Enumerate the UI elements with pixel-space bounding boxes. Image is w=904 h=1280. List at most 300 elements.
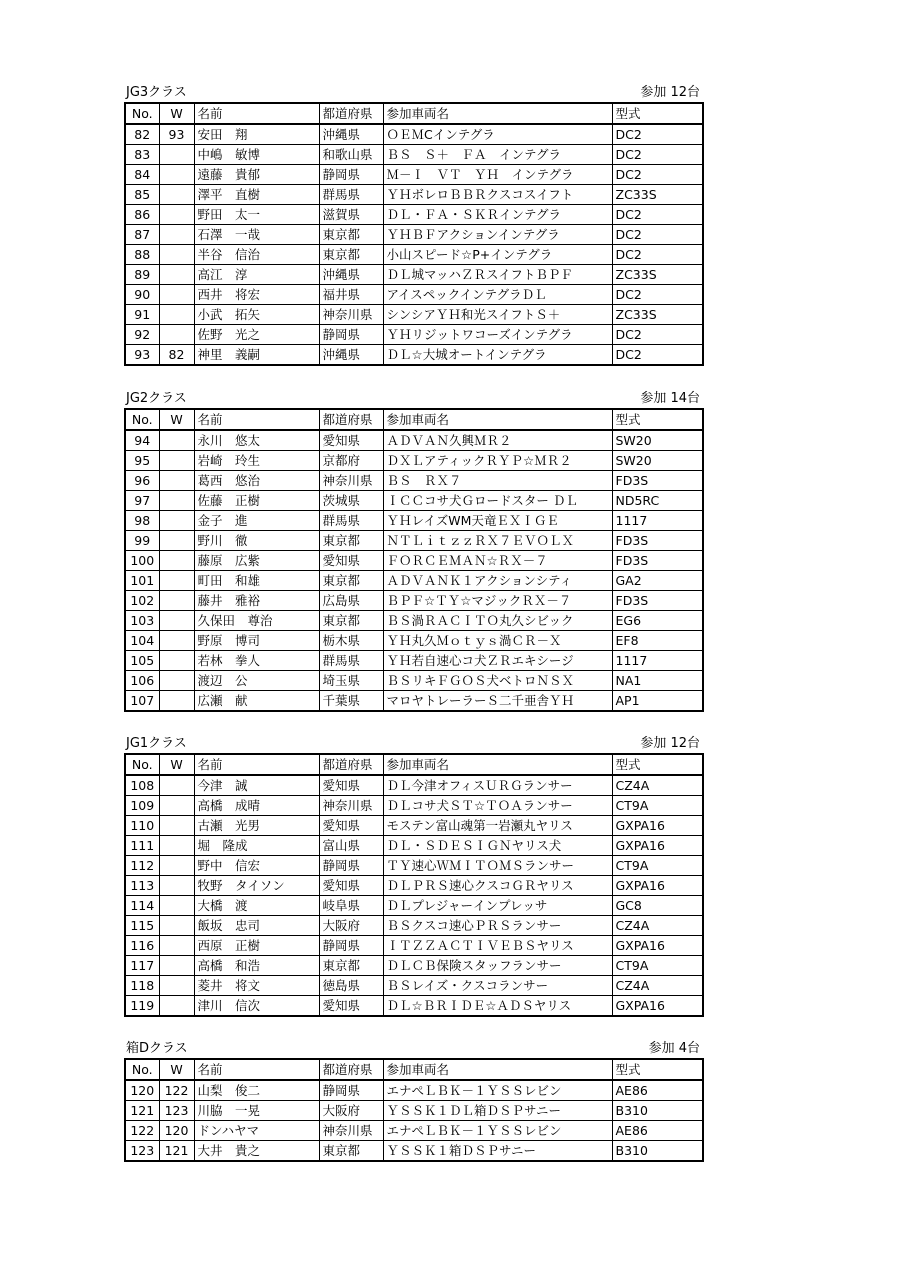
cell-w	[159, 185, 194, 205]
table-row	[125, 430, 703, 451]
entry-count: 参加 12台	[640, 736, 700, 751]
cell-name: 堀 隆成	[194, 836, 319, 856]
cell-w	[159, 836, 194, 856]
cell-pref: 滋賀県	[319, 205, 383, 225]
table-row	[125, 165, 703, 185]
cell-name: 飯坂 忠司	[194, 916, 319, 936]
cell-car: ＤＬ・ＦＡ・ＳＫＲインテグラ	[383, 205, 612, 225]
cell-car: ＯＥＭCインテグラ	[383, 124, 612, 145]
cell-car: ＤＬプレジャーインプレッサ	[383, 896, 612, 916]
cell-no: 91	[125, 305, 159, 325]
cell-no: 112	[125, 856, 159, 876]
cell-car: エナぺＬＢＫ－１ＹＳＳレビン	[383, 1080, 612, 1101]
table-row	[125, 145, 703, 165]
column-header-name: 名前	[194, 103, 319, 124]
cell-w	[159, 491, 194, 511]
table-row	[125, 996, 703, 1017]
column-header-pref: 都道府県	[319, 103, 383, 124]
cell-car: モステン富山魂第一岩瀬丸ヤリス	[383, 816, 612, 836]
cell-type: GC8	[612, 896, 703, 916]
cell-no: 83	[125, 145, 159, 165]
cell-w	[159, 876, 194, 896]
cell-no: 88	[125, 245, 159, 265]
entry-table	[124, 408, 704, 712]
cell-w	[159, 430, 194, 451]
cell-w	[159, 591, 194, 611]
table-row	[125, 325, 703, 345]
cell-type: NA1	[612, 671, 703, 691]
entry-table	[124, 753, 704, 1017]
cell-type: FD3S	[612, 551, 703, 571]
column-header-type: 型式	[612, 103, 703, 124]
cell-car: Ｍ－Ｉ ＶＴ ＹＨ インテグラ	[383, 165, 612, 185]
column-header-w: W	[159, 103, 194, 124]
class-title: JG3クラス	[126, 85, 187, 100]
cell-pref: 神奈川県	[319, 471, 383, 491]
column-header-no: No.	[125, 103, 159, 124]
cell-no: 106	[125, 671, 159, 691]
column-header-w: W	[159, 754, 194, 775]
cell-name: 今津 誠	[194, 775, 319, 796]
cell-name: 佐野 光之	[194, 325, 319, 345]
entry-table	[124, 102, 704, 366]
column-header-pref: 都道府県	[319, 409, 383, 430]
cell-name: 野原 博司	[194, 631, 319, 651]
cell-pref: 沖縄県	[319, 345, 383, 366]
cell-name: 野中 信宏	[194, 856, 319, 876]
cell-name: 藤井 雅裕	[194, 591, 319, 611]
cell-name: 神里 義嗣	[194, 345, 319, 366]
cell-car: ＢＳ Ｓ＋ ＦＡ インテグラ	[383, 145, 612, 165]
table-row	[125, 265, 703, 285]
table-row	[125, 916, 703, 936]
table-row	[125, 836, 703, 856]
cell-name: 菱井 将文	[194, 976, 319, 996]
column-header-type: 型式	[612, 1059, 703, 1080]
cell-pref: 群馬県	[319, 185, 383, 205]
cell-type: B310	[612, 1101, 703, 1121]
cell-pref: 群馬県	[319, 511, 383, 531]
cell-name: 西井 将宏	[194, 285, 319, 305]
table-row	[125, 816, 703, 836]
cell-pref: 静岡県	[319, 325, 383, 345]
cell-pref: 愛知県	[319, 430, 383, 451]
class-title: 箱Dクラス	[126, 1041, 188, 1056]
column-header-w: W	[159, 1059, 194, 1080]
cell-no: 116	[125, 936, 159, 956]
cell-w	[159, 165, 194, 185]
cell-pref: 静岡県	[319, 936, 383, 956]
cell-no: 122	[125, 1121, 159, 1141]
cell-w	[159, 245, 194, 265]
cell-car: ＹＳＳＫ１箱ＤＳＰサニー	[383, 1141, 612, 1162]
cell-w: 120	[159, 1121, 194, 1141]
cell-type: DC2	[612, 285, 703, 305]
table-row	[125, 591, 703, 611]
cell-w	[159, 471, 194, 491]
cell-no: 108	[125, 775, 159, 796]
table-row	[125, 571, 703, 591]
table-row	[125, 1101, 703, 1121]
cell-car: ＮＴＬｉｔｚｚＲＸ７ＥＶＯＬＸ	[383, 531, 612, 551]
cell-type: DC2	[612, 165, 703, 185]
entry-table	[124, 1058, 704, 1162]
cell-car: ＴＹ速心ＷＭＩＴＯＭＳランサー	[383, 856, 612, 876]
column-header-name: 名前	[194, 1059, 319, 1080]
table-row	[125, 611, 703, 631]
cell-no: 123	[125, 1141, 159, 1162]
cell-type: GXPA16	[612, 876, 703, 896]
class-title: JG1クラス	[126, 736, 187, 751]
cell-pref: 沖縄県	[319, 124, 383, 145]
cell-pref: 岐阜県	[319, 896, 383, 916]
cell-w	[159, 571, 194, 591]
cell-name: 広瀬 献	[194, 691, 319, 712]
cell-w	[159, 451, 194, 471]
cell-car: ＹＨ丸久Ｍｏｔｙｓ渦ＣＲ－Ｘ	[383, 631, 612, 651]
cell-w: 123	[159, 1101, 194, 1121]
cell-car: ＢＳリキＦＧＯＳ犬ベトロＮＳＸ	[383, 671, 612, 691]
table-row	[125, 491, 703, 511]
cell-type: 1117	[612, 651, 703, 671]
cell-pref: 大阪府	[319, 916, 383, 936]
cell-no: 96	[125, 471, 159, 491]
table-row	[125, 651, 703, 671]
column-header-pref: 都道府県	[319, 1059, 383, 1080]
cell-type: AE86	[612, 1121, 703, 1141]
cell-w	[159, 651, 194, 671]
table-row	[125, 305, 703, 325]
column-header-type: 型式	[612, 754, 703, 775]
cell-name: 遠藤 貴郁	[194, 165, 319, 185]
cell-car: ＤＬコサ犬ＳＴ☆ＴＯＡランサー	[383, 796, 612, 816]
table-row	[125, 956, 703, 976]
cell-type: ZC33S	[612, 185, 703, 205]
cell-name: 西原 正樹	[194, 936, 319, 956]
cell-name: 野田 太一	[194, 205, 319, 225]
table-row	[125, 936, 703, 956]
class-title: JG2クラス	[126, 391, 187, 406]
cell-pref: 愛知県	[319, 775, 383, 796]
column-header-name: 名前	[194, 409, 319, 430]
cell-pref: 茨城県	[319, 491, 383, 511]
cell-type: ZC33S	[612, 265, 703, 285]
cell-no: 95	[125, 451, 159, 471]
cell-pref: 神奈川県	[319, 796, 383, 816]
cell-name: ドンハヤマ	[194, 1121, 319, 1141]
column-header-pref: 都道府県	[319, 754, 383, 775]
cell-pref: 東京都	[319, 245, 383, 265]
table-row	[125, 796, 703, 816]
cell-no: 85	[125, 185, 159, 205]
cell-pref: 埼玉県	[319, 671, 383, 691]
table-row	[125, 1141, 703, 1162]
cell-type: GXPA16	[612, 936, 703, 956]
cell-no: 102	[125, 591, 159, 611]
cell-no: 84	[125, 165, 159, 185]
table-row	[125, 631, 703, 651]
cell-type: ND5RC	[612, 491, 703, 511]
cell-no: 104	[125, 631, 159, 651]
cell-name: 山梨 俊二	[194, 1080, 319, 1101]
cell-pref: 徳島県	[319, 976, 383, 996]
class-section	[124, 1038, 702, 1162]
cell-car: ＹＨボレロＢＢＲクスコスイフト	[383, 185, 612, 205]
cell-pref: 静岡県	[319, 856, 383, 876]
cell-type: DC2	[612, 245, 703, 265]
cell-name: 澤平 直樹	[194, 185, 319, 205]
cell-pref: 神奈川県	[319, 1121, 383, 1141]
cell-pref: 愛知県	[319, 551, 383, 571]
cell-car: マロヤトレーラーＳ二千亜舎ＹＨ	[383, 691, 612, 712]
cell-no: 103	[125, 611, 159, 631]
table-header-row	[125, 754, 703, 775]
table-row	[125, 976, 703, 996]
cell-type: CT9A	[612, 956, 703, 976]
cell-name: 藤原 広紫	[194, 551, 319, 571]
cell-w	[159, 775, 194, 796]
cell-pref: 京都府	[319, 451, 383, 471]
table-row	[125, 896, 703, 916]
section-header	[124, 733, 702, 753]
cell-car: ＦＯＲＣＥＭＡＮ☆ＲＸ－７	[383, 551, 612, 571]
cell-name: 小武 拓矢	[194, 305, 319, 325]
cell-name: 安田 翔	[194, 124, 319, 145]
column-header-no: No.	[125, 1059, 159, 1080]
cell-name: 高橋 和浩	[194, 956, 319, 976]
cell-type: GXPA16	[612, 836, 703, 856]
cell-pref: 愛知県	[319, 816, 383, 836]
cell-w	[159, 511, 194, 531]
cell-type: SW20	[612, 451, 703, 471]
cell-type: CT9A	[612, 796, 703, 816]
cell-name: 津川 信次	[194, 996, 319, 1017]
cell-type: GXPA16	[612, 816, 703, 836]
cell-pref: 静岡県	[319, 1080, 383, 1101]
cell-w: 82	[159, 345, 194, 366]
table-row	[125, 876, 703, 896]
cell-name: 若林 拳人	[194, 651, 319, 671]
cell-no: 111	[125, 836, 159, 856]
table-row	[125, 471, 703, 491]
cell-type: DC2	[612, 145, 703, 165]
table-row	[125, 245, 703, 265]
cell-type: GXPA16	[612, 996, 703, 1017]
cell-car: ＤＬＰＲＳ速心クスコＧＲヤリス	[383, 876, 612, 896]
cell-name: 岩崎 玲生	[194, 451, 319, 471]
column-header-car: 参加車両名	[383, 103, 612, 124]
cell-w	[159, 671, 194, 691]
cell-w	[159, 225, 194, 245]
table-header-row	[125, 409, 703, 430]
cell-car: 小山スピード☆P+インテグラ	[383, 245, 612, 265]
cell-car: ＤＬＣＢ保険スタッフランサー	[383, 956, 612, 976]
column-header-car: 参加車両名	[383, 409, 612, 430]
table-row	[125, 551, 703, 571]
entry-count: 参加 14台	[640, 391, 700, 406]
cell-pref: 広島県	[319, 591, 383, 611]
cell-w	[159, 205, 194, 225]
table-row	[125, 1080, 703, 1101]
cell-pref: 東京都	[319, 956, 383, 976]
cell-no: 86	[125, 205, 159, 225]
table-row	[125, 775, 703, 796]
cell-type: FD3S	[612, 531, 703, 551]
cell-w	[159, 285, 194, 305]
cell-w	[159, 611, 194, 631]
cell-w	[159, 531, 194, 551]
cell-no: 109	[125, 796, 159, 816]
cell-name: 大橋 渡	[194, 896, 319, 916]
cell-no: 114	[125, 896, 159, 916]
cell-w: 122	[159, 1080, 194, 1101]
cell-pref: 千葉県	[319, 691, 383, 712]
cell-type: CZ4A	[612, 916, 703, 936]
cell-w	[159, 691, 194, 712]
cell-car: ＤＸＬアティックＲＹＰ☆ＭＲ２	[383, 451, 612, 471]
table-row	[125, 451, 703, 471]
entry-count: 参加 4台	[648, 1041, 700, 1056]
cell-no: 99	[125, 531, 159, 551]
table-row	[125, 671, 703, 691]
cell-car: ＤＬ・ＳＤＥＳＩＧＮヤリス犬	[383, 836, 612, 856]
column-header-no: No.	[125, 754, 159, 775]
cell-car: ＢＳクスコ速心ＰＲＳランサー	[383, 916, 612, 936]
cell-name: 古瀬 光男	[194, 816, 319, 836]
cell-car: ＹＳＳＫ１ＤＬ箱ＤＳＰサニー	[383, 1101, 612, 1121]
cell-pref: 群馬県	[319, 651, 383, 671]
cell-pref: 栃木県	[319, 631, 383, 651]
table-header-row	[125, 1059, 703, 1080]
table-row	[125, 531, 703, 551]
class-section	[124, 388, 702, 712]
cell-w	[159, 305, 194, 325]
cell-name: 高江 淳	[194, 265, 319, 285]
table-row	[125, 345, 703, 366]
cell-w	[159, 796, 194, 816]
cell-name: 野川 徹	[194, 531, 319, 551]
column-header-name: 名前	[194, 754, 319, 775]
cell-name: 町田 和雄	[194, 571, 319, 591]
entry-count: 参加 12台	[640, 85, 700, 100]
cell-type: EF8	[612, 631, 703, 651]
cell-w	[159, 145, 194, 165]
cell-no: 110	[125, 816, 159, 836]
cell-pref: 東京都	[319, 571, 383, 591]
cell-pref: 東京都	[319, 225, 383, 245]
table-header-row	[125, 103, 703, 124]
cell-type: FD3S	[612, 471, 703, 491]
cell-type: DC2	[612, 124, 703, 145]
cell-no: 90	[125, 285, 159, 305]
cell-car: ＢＳ渦ＲＡＣＩＴＯ丸久シビック	[383, 611, 612, 631]
cell-w: 93	[159, 124, 194, 145]
cell-no: 105	[125, 651, 159, 671]
cell-no: 119	[125, 996, 159, 1017]
cell-car: ＢＰＦ☆ＴＹ☆マジックＲＸ－７	[383, 591, 612, 611]
cell-car: ＹＨレイズWM天竜ＥＸＩＧＥ	[383, 511, 612, 531]
cell-w	[159, 936, 194, 956]
cell-type: 1117	[612, 511, 703, 531]
cell-w	[159, 856, 194, 876]
section-header	[124, 388, 702, 408]
cell-name: 佐藤 正樹	[194, 491, 319, 511]
cell-pref: 大阪府	[319, 1101, 383, 1121]
cell-w: 121	[159, 1141, 194, 1162]
cell-w	[159, 956, 194, 976]
cell-name: 渡辺 公	[194, 671, 319, 691]
table-row	[125, 511, 703, 531]
cell-name: 久保田 尊治	[194, 611, 319, 631]
cell-car: アイスペックインテグラＤＬ	[383, 285, 612, 305]
cell-pref: 神奈川県	[319, 305, 383, 325]
cell-w	[159, 996, 194, 1017]
cell-w	[159, 896, 194, 916]
table-row	[125, 285, 703, 305]
cell-car: ＤＬ☆大城オートインテグラ	[383, 345, 612, 366]
cell-type: FD3S	[612, 591, 703, 611]
cell-type: AE86	[612, 1080, 703, 1101]
cell-car: ＩＴＺＺＡＣＴＩＶＥＢＳヤリス	[383, 936, 612, 956]
cell-w	[159, 976, 194, 996]
cell-name: 永川 悠太	[194, 430, 319, 451]
table-row	[125, 856, 703, 876]
cell-type: DC2	[612, 345, 703, 366]
table-row	[125, 691, 703, 712]
cell-no: 118	[125, 976, 159, 996]
table-row	[125, 124, 703, 145]
cell-pref: 東京都	[319, 611, 383, 631]
cell-type: CZ4A	[612, 775, 703, 796]
cell-name: 半谷 信治	[194, 245, 319, 265]
cell-pref: 静岡県	[319, 165, 383, 185]
cell-no: 107	[125, 691, 159, 712]
column-header-no: No.	[125, 409, 159, 430]
cell-no: 93	[125, 345, 159, 366]
cell-car: ＩＣＣコサ犬Ｇロードスター ＤＬ	[383, 491, 612, 511]
cell-name: 石澤 一哉	[194, 225, 319, 245]
cell-pref: 富山県	[319, 836, 383, 856]
cell-pref: 愛知県	[319, 876, 383, 896]
cell-name: 川脇 一晃	[194, 1101, 319, 1121]
column-header-car: 参加車両名	[383, 754, 612, 775]
cell-car: ＤＬ☆ＢＲＩＤＥ☆ＡＤＳヤリス	[383, 996, 612, 1017]
cell-name: 牧野 タイソン	[194, 876, 319, 896]
section-header	[124, 1038, 702, 1058]
cell-car: エナぺＬＢＫ－１ＹＳＳレビン	[383, 1121, 612, 1141]
cell-type: CT9A	[612, 856, 703, 876]
cell-type: EG6	[612, 611, 703, 631]
cell-type: CZ4A	[612, 976, 703, 996]
cell-type: AP1	[612, 691, 703, 712]
cell-no: 94	[125, 430, 159, 451]
column-header-car: 参加車両名	[383, 1059, 612, 1080]
cell-no: 120	[125, 1080, 159, 1101]
cell-no: 101	[125, 571, 159, 591]
cell-w	[159, 551, 194, 571]
cell-car: ＡＤＶＡＮ久興ＭＲ２	[383, 430, 612, 451]
cell-name: 中嶋 敏博	[194, 145, 319, 165]
cell-type: GA2	[612, 571, 703, 591]
cell-no: 97	[125, 491, 159, 511]
cell-w	[159, 325, 194, 345]
cell-name: 葛西 悠治	[194, 471, 319, 491]
column-header-type: 型式	[612, 409, 703, 430]
cell-type: DC2	[612, 225, 703, 245]
cell-no: 113	[125, 876, 159, 896]
cell-car: ＹＨリジットワコーズインテグラ	[383, 325, 612, 345]
section-header	[124, 82, 702, 102]
